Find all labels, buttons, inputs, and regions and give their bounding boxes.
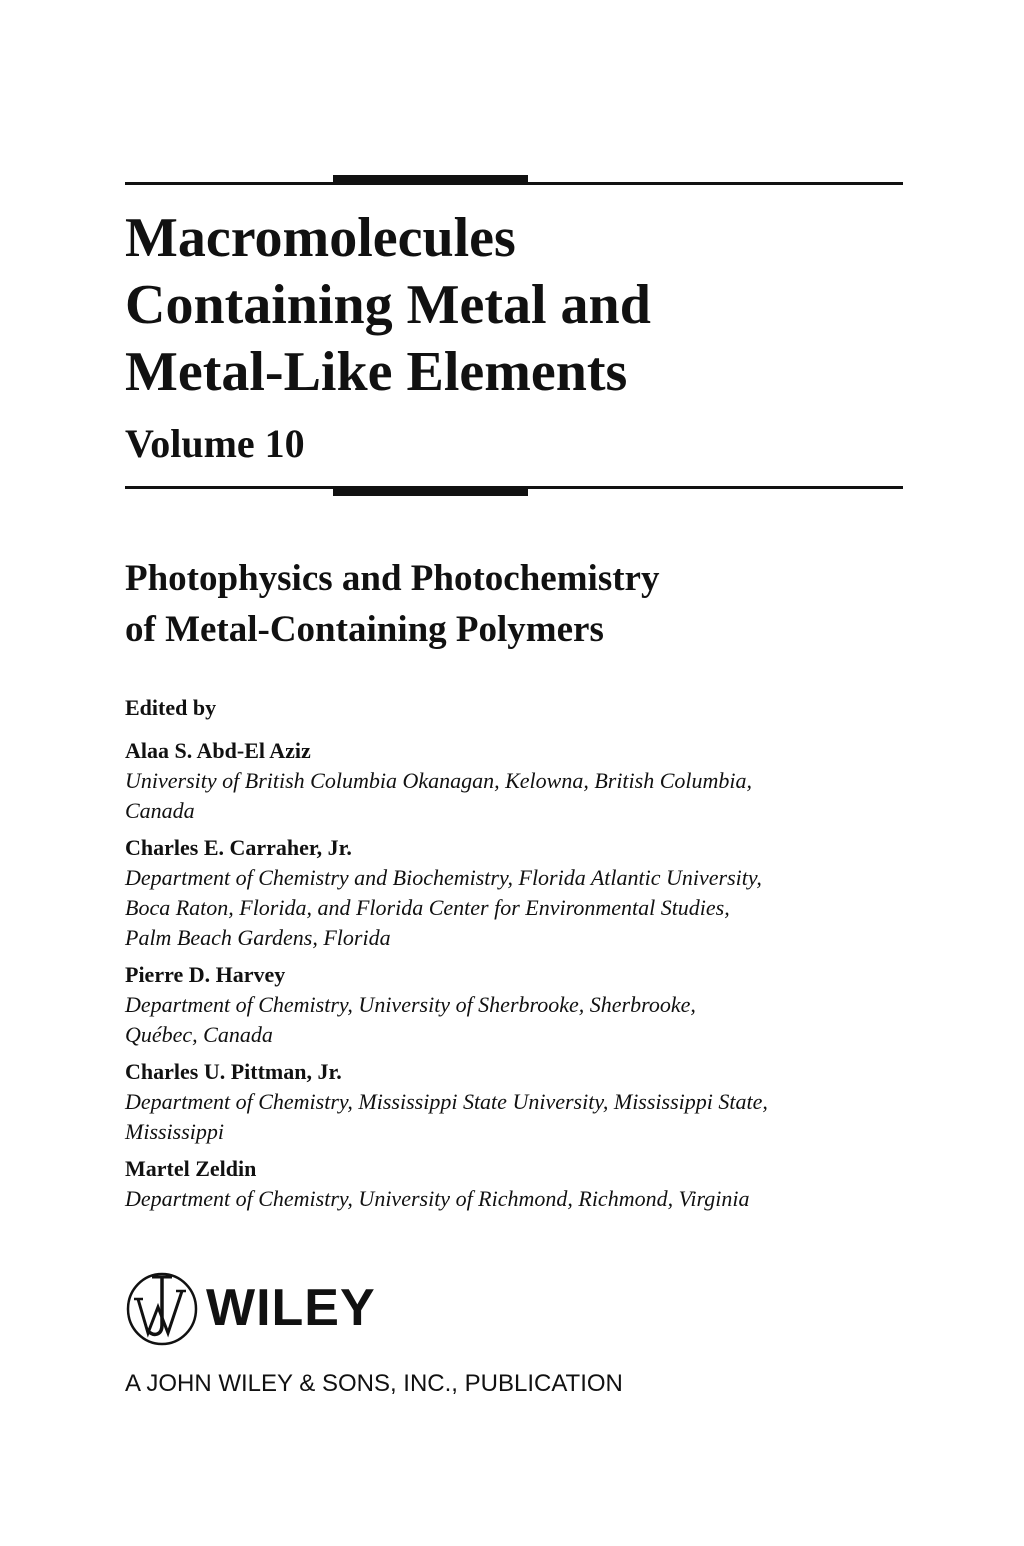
editor-name: Alaa S. Abd-El Aziz — [125, 738, 311, 763]
affiliation-line: Department of Chemistry, University of Richmond, Richmond, Virginia — [125, 1186, 750, 1211]
editor-entry — [125, 833, 915, 953]
book-subtitle-line: of Metal-Containing Polymers — [125, 609, 604, 650]
affiliation-line: Canada — [125, 798, 195, 823]
editor-affiliation — [125, 863, 915, 953]
affiliation-line: University of British Columbia Okanagan, Kelowna, British Columbia, — [125, 768, 752, 793]
editor-name: Charles U. Pittman, Jr. — [125, 1059, 342, 1084]
book-subtitle — [125, 553, 905, 655]
editor-name: Charles E. Carraher, Jr. — [125, 835, 352, 860]
affiliation-line: Department of Chemistry, Mississippi State University, Mississippi State, — [125, 1089, 768, 1114]
book-subtitle-line: Photophysics and Photochemistry — [125, 558, 660, 599]
editor-name: Pierre D. Harvey — [125, 962, 286, 987]
bottom-rule-accent — [333, 486, 528, 496]
editor-entry — [125, 1057, 915, 1147]
affiliation-line: Mississippi — [125, 1119, 225, 1144]
editor-affiliation — [125, 1184, 915, 1214]
editor-entry — [125, 1154, 915, 1214]
bottom-rule — [125, 486, 903, 489]
affiliation-line: Department of Chemistry and Biochemistry, Florida Atlantic University, — [125, 865, 762, 890]
book-title-line: Metal-Like Elements — [125, 341, 628, 403]
book-title — [125, 205, 905, 406]
affiliation-line: Department of Chemistry, University of Sherbrooke, Sherbrooke, — [125, 992, 696, 1017]
publisher-logo — [124, 1268, 376, 1348]
affiliation-line: Boca Raton, Florida, and Florida Center for Environmental Studies, — [125, 895, 730, 920]
editors-list — [125, 736, 915, 1221]
publication-line: A JOHN WILEY & SONS, INC., PUBLICATION — [125, 1370, 623, 1397]
volume-label: Volume 10 — [125, 421, 305, 466]
editor-affiliation — [125, 766, 915, 826]
book-title-line: Containing Metal and — [125, 274, 651, 336]
wiley-jw-monogram-icon — [124, 1269, 200, 1347]
book-title-line: Macromolecules — [125, 207, 516, 269]
top-rule-accent — [333, 175, 528, 185]
affiliation-line: Québec, Canada — [125, 1022, 273, 1047]
top-rule — [125, 182, 903, 185]
editor-affiliation — [125, 990, 915, 1050]
edited-by-label: Edited by — [125, 695, 217, 720]
editor-entry — [125, 736, 915, 826]
editor-affiliation — [125, 1087, 915, 1147]
affiliation-line: Palm Beach Gardens, Florida — [125, 925, 391, 950]
editor-entry — [125, 960, 915, 1050]
publisher-wordmark: WILEY — [206, 1279, 376, 1337]
editor-name: Martel Zeldin — [125, 1156, 257, 1181]
